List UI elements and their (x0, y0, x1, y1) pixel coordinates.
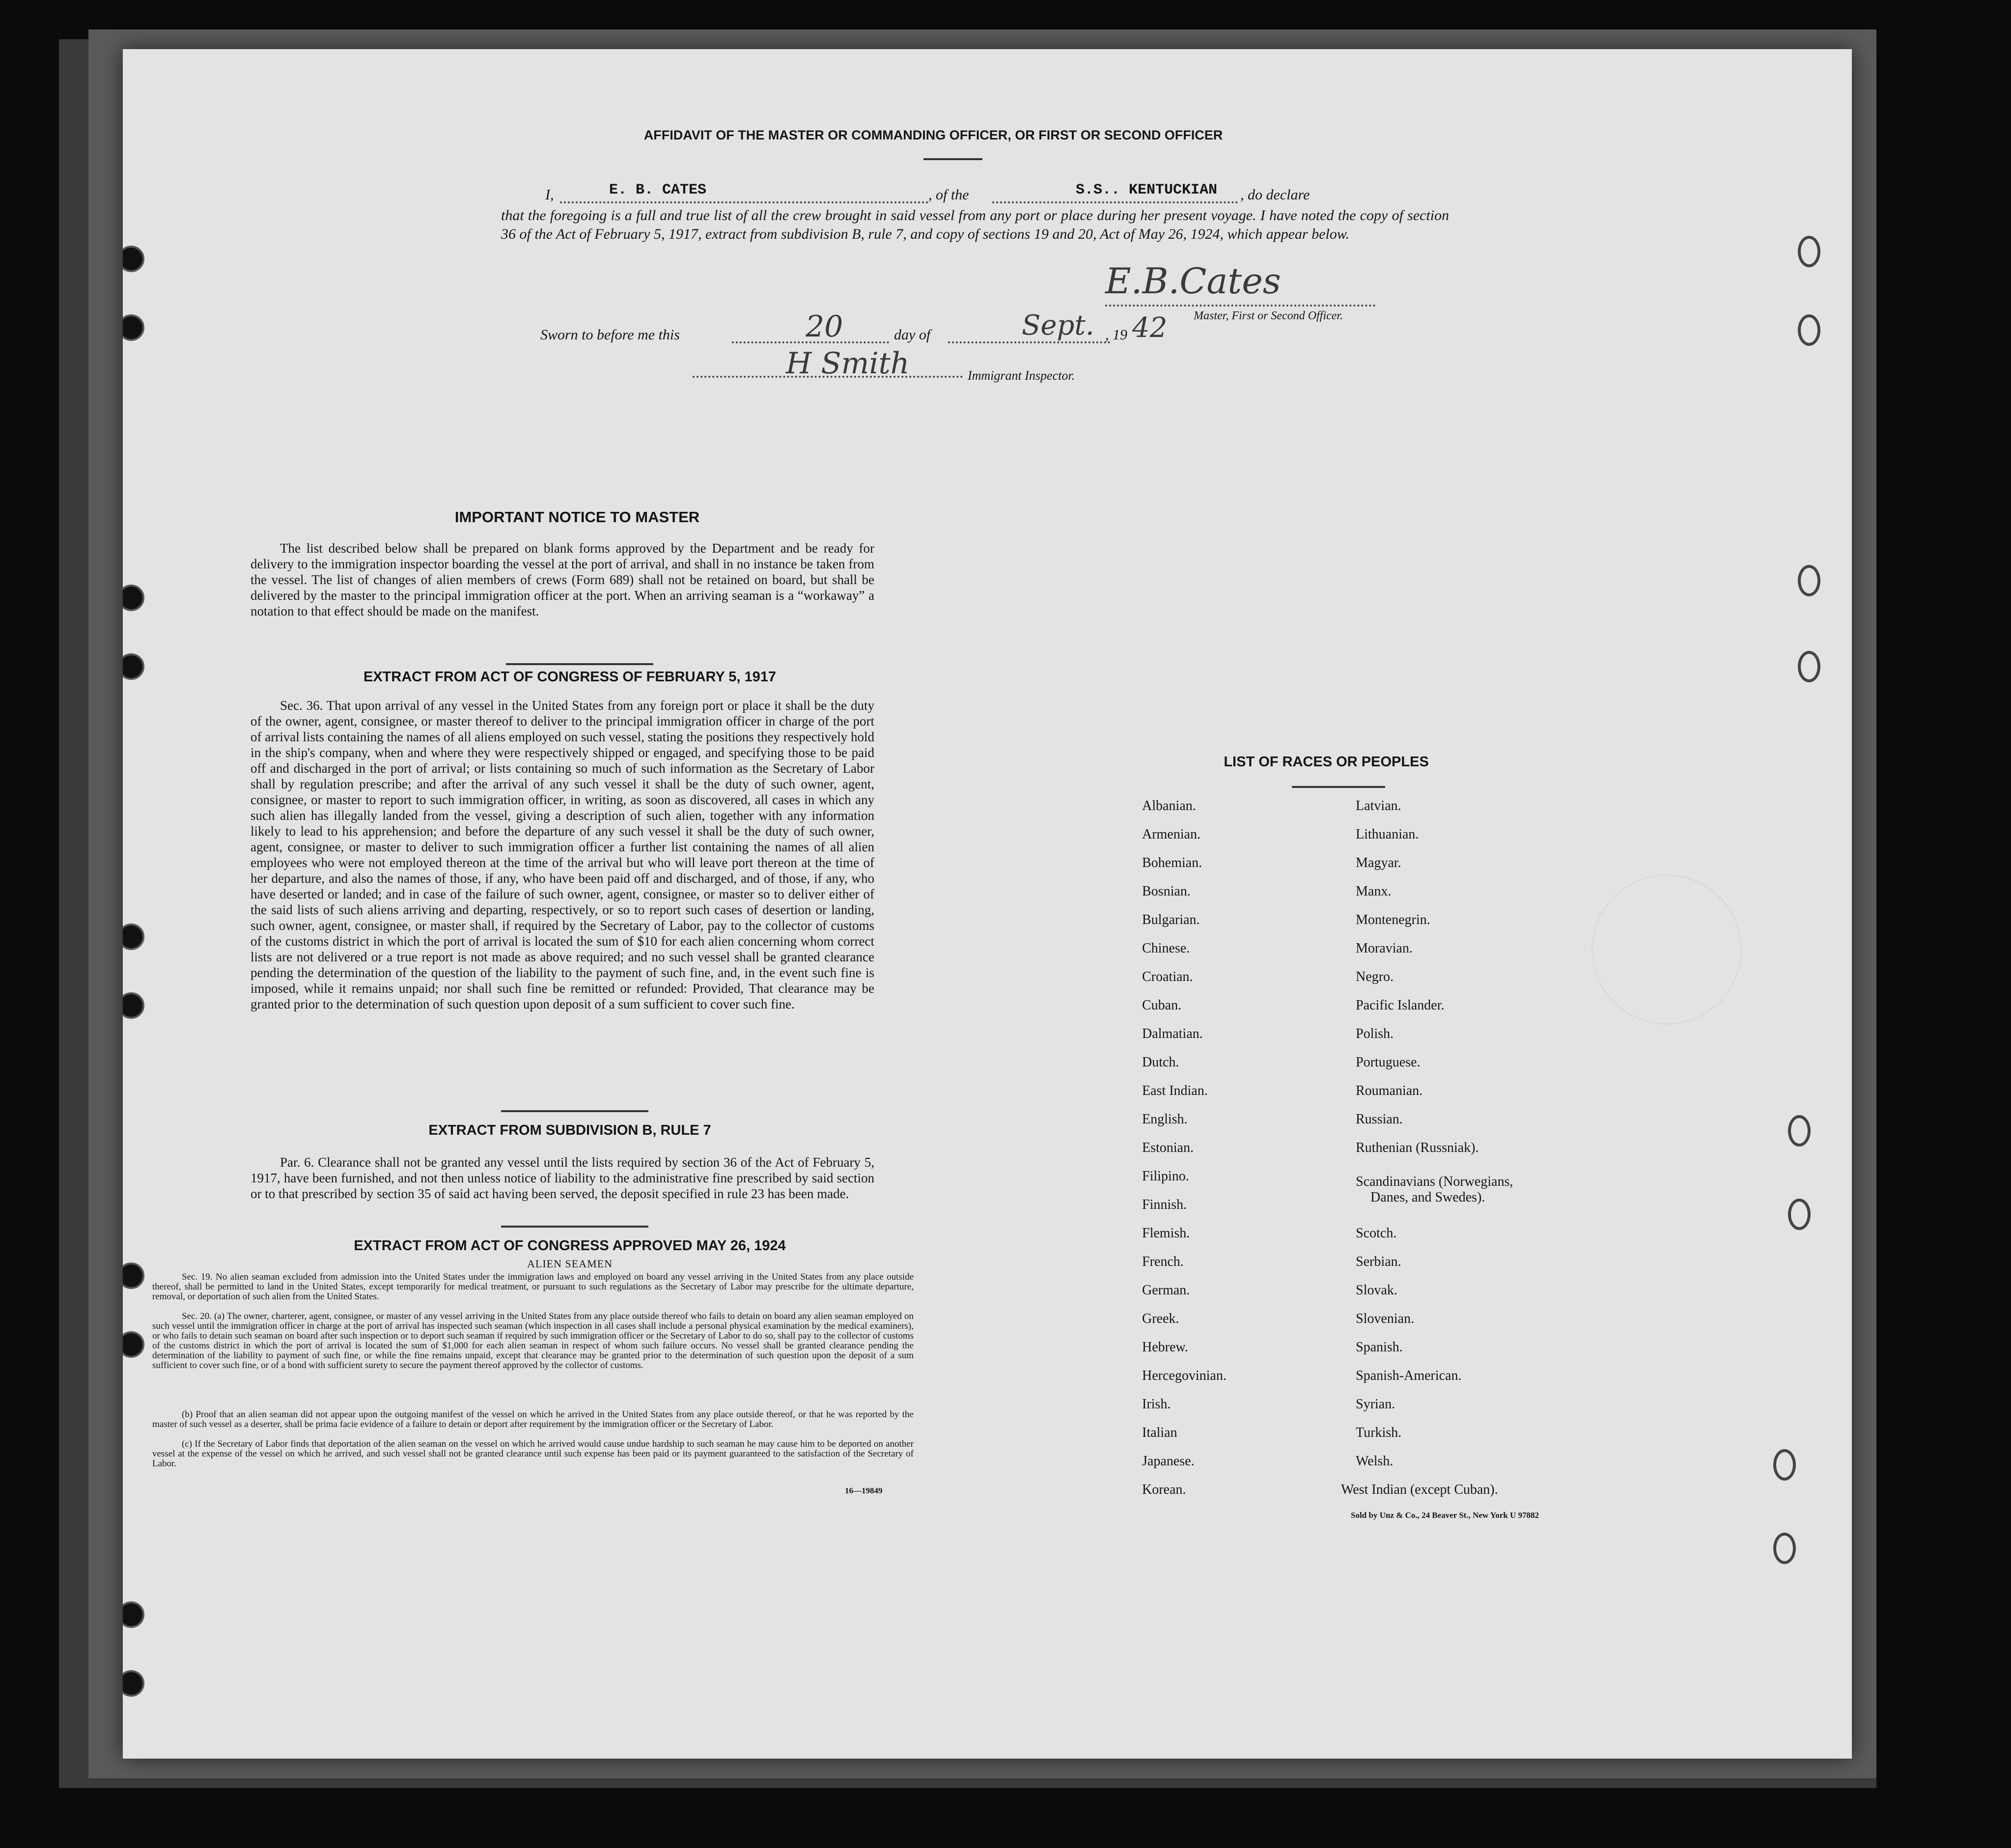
binder-ring (1798, 651, 1820, 682)
race-item: Dutch. (1142, 1055, 1179, 1070)
race-item: Russian. (1356, 1112, 1403, 1127)
binder-ring (1788, 1199, 1811, 1230)
race-item: Lithuanian. (1356, 827, 1419, 842)
race-item: English. (1142, 1112, 1188, 1127)
race-item: Slovak. (1356, 1283, 1397, 1298)
binder-ring (1773, 1449, 1796, 1481)
race-item: Finnish. (1142, 1197, 1187, 1212)
race-item: Serbian. (1356, 1254, 1401, 1269)
day-of-label: day of (894, 327, 931, 343)
rule7-body: Par. 6. Clearance shall not be granted any vessel until the lists required by section 36 of the Act of February 5, 1917, have been furnished, and not then unless notice of liability to the administrative fine prescribed by said section or to that prescribed by section 35 of said act having been served, the deposit specified in rule 23 has been made. (251, 1155, 874, 1201)
race-item: Ruthenian (Russniak). (1356, 1140, 1479, 1155)
binder-hole (123, 314, 144, 341)
extract-1924-title: EXTRACT FROM ACT OF CONGRESS APPROVED MAY 26, 1924 (354, 1238, 786, 1254)
officer-caption: Master, First or Second Officer. (1194, 309, 1343, 322)
affidavit-i-label: I, (545, 187, 554, 203)
alien-seamen-subtitle: ALIEN SEAMEN (527, 1258, 613, 1270)
notice-rule (506, 663, 653, 665)
sworn-year: 42 (1132, 312, 1168, 344)
notice-title: IMPORTANT NOTICE TO MASTER (454, 508, 700, 526)
sec-19-text: Sec. 19. No alien seaman excluded from admission into the United States under the immigration laws and employed on board any vessel arriving in the United States from any place outside thereof, shall be permitted to land in the United States, except temporarily for medical treatment, or pursuant to such regulations as the Secretary of Labor may prescribe for the ultimate departure, removal, or deportation of such alien from the United States. (152, 1272, 914, 1302)
race-item: Cuban. (1142, 998, 1182, 1013)
race-item: Croatian. (1142, 969, 1193, 984)
race-item: Dalmatian. (1142, 1026, 1203, 1041)
sworn-day: 20 (806, 309, 843, 344)
race-item: Japanese. (1142, 1454, 1195, 1469)
binder-hole (123, 246, 144, 272)
extract-1917-body: Sec. 36. That upon arrival of any vessel in the United States from any foreign port or place it shall be the duty of the owner, agent, consignee, or master thereof to deliver to the principal immigration officer in charge of the port of arrival lists containing the names of all aliens employed on such vessel, stating the positions they respectively hold in the ship's company, when and where they were respectively shipped or engaged, and specifying those to be paid off and discharged in the port of arrival; or lists containing so much of such information as the Secretary of Labor shall by regulation prescribe; and after the arrival of any such vessel it shall be the duty of such owner, agent, consignee, or master to report to such immigration officer, in writing, as soon as discovered, all cases in which any such alien has illegally landed from the vessel, giving a description of such alien, together with any information likely to lead to his apprehension; and before the departure of any such vessel it shall be the duty of such owner, agent, consignee, or master to deliver to such immigration officer a further list containing the names of all alien employees who were not employed thereon at the time of the arrival but who will leave port thereon at the time of her departure, and also the names of those, if any, who have been paid off and discharged, and of those, if any, who have deserted or landed; and in case of the failure of such owner, agent, consignee, or master so to deliver either of the said lists of such aliens arriving and departing, respectively, or so to report such cases of desertion or landing, such owner, agent, consignee, or master shall, if required by the Secretary of Labor, pay to the collector of customs of the customs district in which the port of arrival is located the sum of $10 for each alien concerning whom correct lists are not delivered or a true report is not made as above required; and no such vessel shall be granted clearance pending the determination of the question of the liability to the payment of such fine, and, in the event such fine is imposed, while it remains unpaid; nor shall such fine be remitted or refunded: Provided, That clearance may be granted prior to the determination of such question upon deposit of a sum sufficient to cover such fine. (251, 698, 874, 1011)
rule7-rule (501, 1226, 648, 1228)
affidavit-title: AFFIDAVIT OF THE MASTER OR COMMANDING OFFICER, OR FIRST OR SECOND OFFICER (643, 128, 1223, 142)
sworn-label: Sworn to before me this (540, 327, 680, 343)
race-item: Slovenian. (1356, 1311, 1414, 1326)
year-prefix: , 19 (1105, 327, 1127, 343)
race-item: Polish. (1356, 1026, 1394, 1041)
race-item: Moravian. (1356, 941, 1413, 956)
binder-ring (1798, 236, 1820, 267)
race-item: Bulgarian. (1142, 912, 1200, 927)
binder-ring (1798, 565, 1820, 596)
rule7-title: EXTRACT FROM SUBDIVISION B, RULE 7 (428, 1122, 711, 1138)
binder-hole (123, 1331, 144, 1358)
races-title: LIST OF RACES OR PEOPLES (1224, 754, 1429, 770)
race-item: Italian (1142, 1425, 1177, 1440)
race-item: Latvian. (1356, 798, 1401, 813)
inspector-caption: Immigrant Inspector. (968, 368, 1075, 383)
sec-20b-text: (b) Proof that an alien seaman did not appear upon the outgoing manifest of the vessel on which he arrived in the United States from any place outside thereof, or that he was reported by the master of such vessel as a deserter, shall be prima facie evidence of a failure to detain or deport after requirement by the immigration officer or the Secretary of Labor. (152, 1409, 914, 1429)
vessel-line (992, 201, 1238, 203)
inspector-signature: H Smith (786, 346, 910, 381)
race-item: Spanish. (1356, 1340, 1403, 1355)
binder-hole (123, 1601, 144, 1628)
race-item: Estonian. (1142, 1140, 1194, 1155)
extract-1917-title: EXTRACT FROM ACT OF CONGRESS OF FEBRUARY 5, 1917 (363, 669, 777, 685)
race-item: Welsh. (1356, 1454, 1394, 1469)
signature-line (1105, 305, 1375, 307)
race-item: Filipino. (1142, 1169, 1189, 1184)
publisher-imprint: Sold by Unz & Co., 24 Beaver St., New York U 97882 (1351, 1511, 1539, 1520)
race-item: Spanish-American. (1356, 1368, 1462, 1383)
of-the-label: , of the (928, 187, 969, 203)
month-line (948, 341, 1110, 343)
race-item: Chinese. (1142, 941, 1190, 956)
binder-hole (123, 1262, 144, 1289)
race-item: Negro. (1356, 969, 1394, 984)
race-item: Bosnian. (1142, 884, 1191, 899)
binder-hole (123, 1670, 144, 1697)
do-declare-label: , do declare (1240, 187, 1310, 203)
sec-20c-text: (c) If the Secretary of Labor finds that deportation of the alien seaman on the vessel on which he arrived would cause undue hardship to such seaman he may cause him to be deported on another vessel at the expense of the vessel on which he arrived, and such vessel shall not be granted clearance until such expense has been paid or its payment guaranteed to the satisfaction of the Secretary of Labor. (152, 1439, 914, 1469)
race-item: Albanian. (1142, 798, 1196, 813)
notice-body: The list described below shall be prepared on blank forms approved by the Department and be ready for delivery to the immigration inspector boarding the vessel at the port of arrival, and shall in no instance be taken from the vessel. The list of changes of alien members of crews (Form 689) shall not be retained on board, but shall be delivered by the master to the principal immigration officer at the port. When an arriving seaman is a “workaway” a notation to that effect should be made on the manifest. (251, 541, 874, 618)
race-item: Montenegrin. (1356, 912, 1430, 927)
extract-1917-rule (501, 1110, 648, 1112)
race-item: Hebrew. (1142, 1340, 1188, 1355)
race-item: Magyar. (1356, 855, 1401, 870)
faint-seal (1592, 874, 1742, 1025)
vessel-name: S.S.. KENTUCKIAN (1076, 182, 1218, 198)
binder-hole (123, 992, 144, 1019)
master-signature: E.B.Cates (1105, 260, 1281, 302)
race-item: Danes, and Swedes). (1370, 1190, 1485, 1205)
race-item: Portuguese. (1356, 1055, 1421, 1070)
master-name: E. B. CATES (609, 182, 707, 198)
sworn-month: Sept. (1022, 309, 1094, 341)
race-item: West Indian (except Cuban). (1341, 1482, 1498, 1497)
form-number: 16—19849 (845, 1486, 883, 1495)
race-item: East Indian. (1142, 1083, 1208, 1098)
binder-hole (123, 653, 144, 680)
race-item: Hercegovinian. (1142, 1368, 1227, 1383)
race-item: Syrian. (1356, 1397, 1396, 1412)
race-item: German. (1142, 1283, 1190, 1298)
affidavit-title-rule (923, 158, 982, 160)
race-item: Pacific Islander. (1356, 998, 1445, 1013)
race-item: Manx. (1356, 884, 1392, 899)
binder-ring (1798, 314, 1820, 346)
binder-hole (123, 924, 144, 950)
race-item: Scandinavians (Norwegians, (1356, 1174, 1513, 1189)
race-item: Roumanian. (1356, 1083, 1423, 1098)
binder-ring (1788, 1115, 1811, 1147)
affidavit-body: that the foregoing is a full and true list of all the crew brought in said vessel from any port or place during her present voyage. I have noted the copy of section 36 of the Act of February 5, 1917, extract from subdivision B, rule 7, and copy of sections 19 and 20, Act of May 26, 1924, which appear below. (501, 207, 1449, 242)
race-item: Greek. (1142, 1311, 1179, 1326)
races-title-rule (1292, 786, 1385, 788)
binder-hole (123, 585, 144, 611)
race-item: Turkish. (1356, 1425, 1402, 1440)
race-item: Armenian. (1142, 827, 1201, 842)
race-item: Scotch. (1356, 1226, 1397, 1241)
name-line (560, 201, 928, 203)
binder-ring (1773, 1533, 1796, 1564)
race-item: French. (1142, 1254, 1184, 1269)
race-item: Korean. (1142, 1482, 1186, 1497)
race-item: Bohemian. (1142, 855, 1202, 870)
document-page (123, 49, 1852, 1759)
race-item: Irish. (1142, 1397, 1171, 1412)
sec-20a-text: Sec. 20. (a) The owner, charterer, agent, consignee, or master of any vessel arriving in the United States from any place outside thereof who fails to detain on board any alien seaman employed on such vessel until the immigration officer in charge at the port of arrival has inspected such seaman (which inspection in all cases shall include a personal physical examination by the medical examiners), or who fails to detain such seaman on board after such inspection or to deport such seaman if required by such immigration officer or the Secretary of Labor to do so, shall pay to the collector of customs of the customs district in which the port of arrival is located the sum of $1,000 for each alien seaman in respect of whom such failure occurs. No vessel shall be granted clearance pending the determination of the liability to payment of such fine, or while the fine remains unpaid, except that clearance may be granted prior to the determination of such question upon the deposit of a sum sufficient to cover such fine, or of a bond with sufficient surety to secure the payment thereof approved by the collector of customs. (152, 1311, 914, 1371)
race-item: Flemish. (1142, 1226, 1190, 1241)
